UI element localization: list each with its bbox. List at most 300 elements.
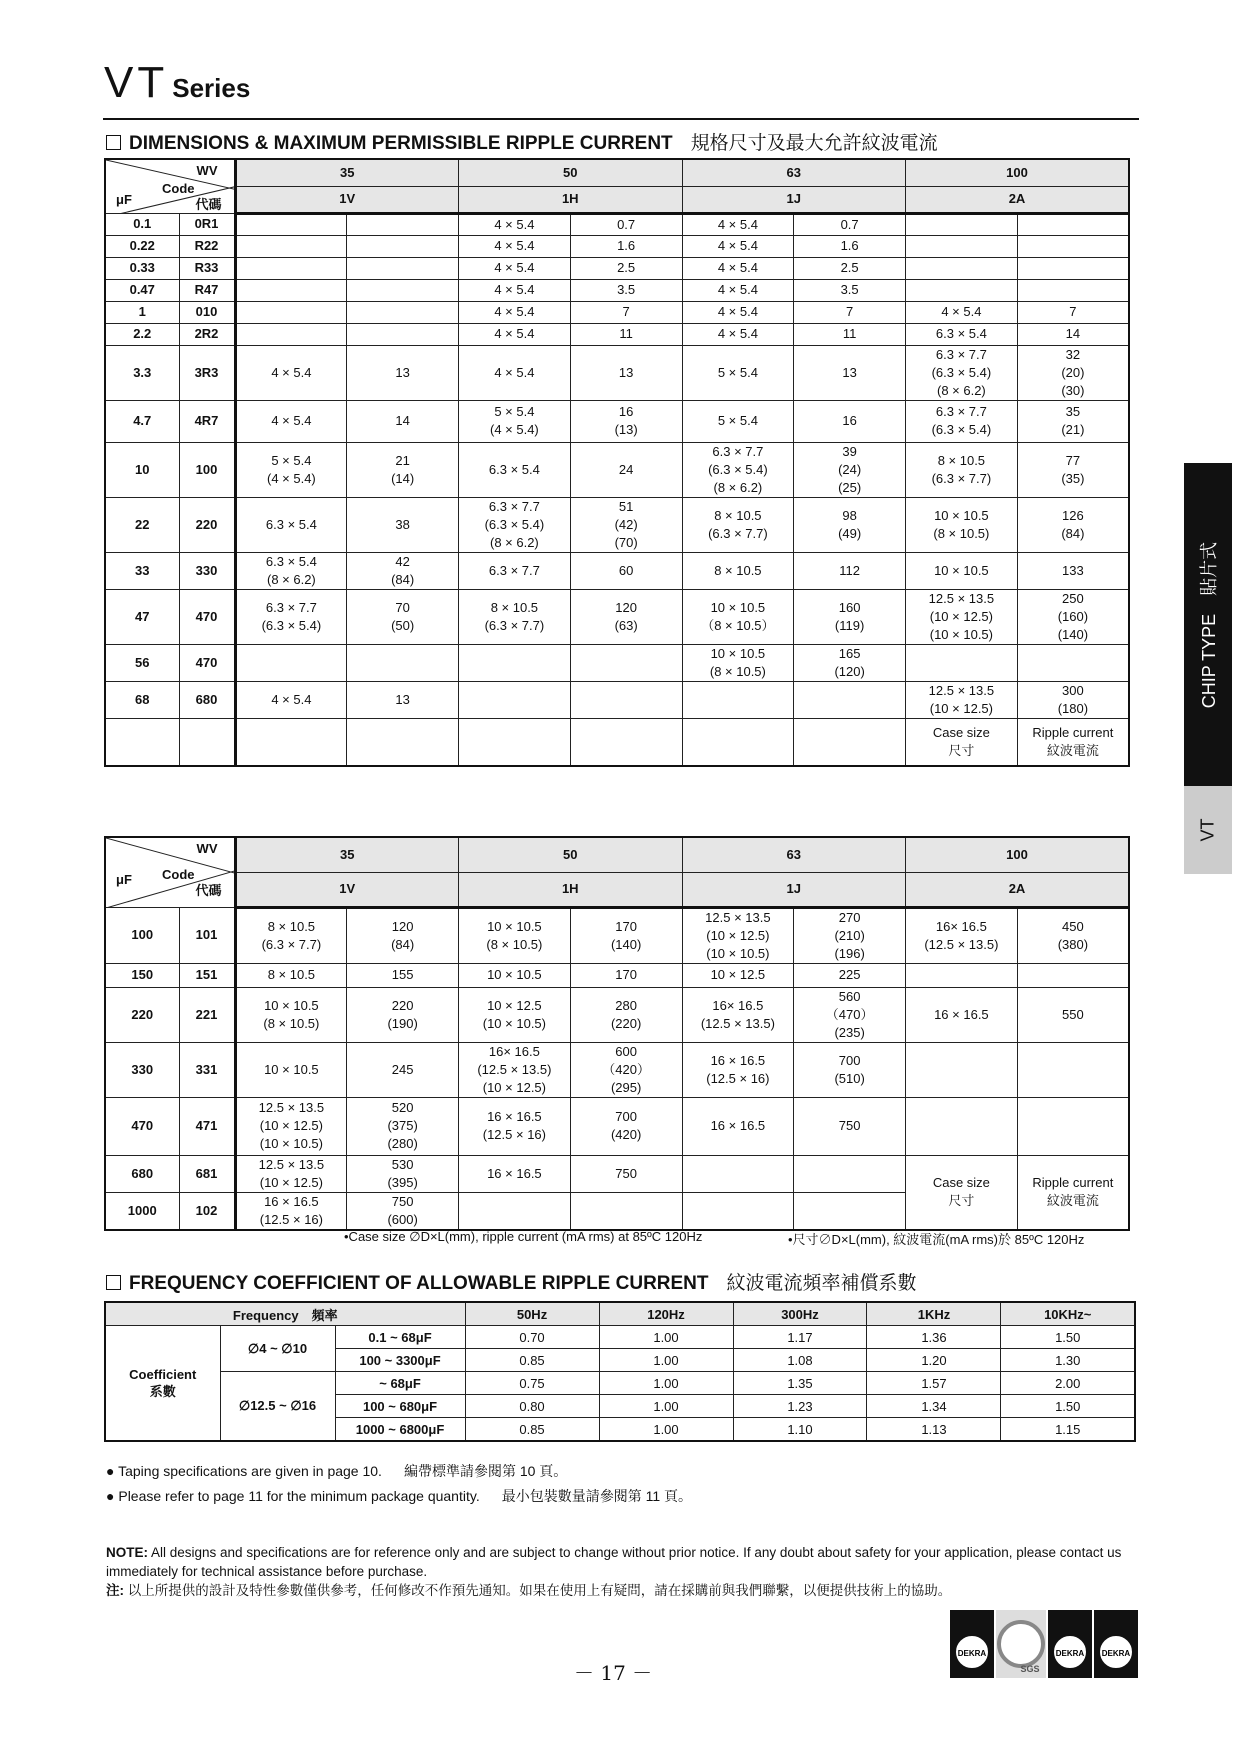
code-cell: 3R3: [179, 345, 235, 400]
case-size-cell: Case size 尺寸: [906, 718, 1018, 766]
case-size-cell: 4 × 5.4: [682, 301, 794, 323]
case-size-cell: 12.5 × 13.5 (10 × 12.5): [906, 681, 1018, 718]
checkbox-square-icon: [106, 135, 121, 150]
frequency-column: 1KHz: [867, 1302, 1001, 1326]
table-row: [105, 907, 1129, 963]
ripple-current-cell: 51 (42) (70): [570, 497, 682, 552]
coef-value: 1.35: [733, 1372, 867, 1395]
table-row: [105, 235, 1129, 257]
ripple-current-cell: 126 (84): [1017, 497, 1129, 552]
frequency-column: 300Hz: [733, 1302, 867, 1326]
coef-value: 1.00: [599, 1395, 733, 1418]
ripple-current-cell: 11: [794, 323, 906, 345]
case-size-cell: 6.3 × 7.7 (6.3 × 5.4): [235, 589, 347, 644]
case-size-cell: 4 × 5.4: [682, 323, 794, 345]
coef-value: 1.50: [1001, 1326, 1135, 1349]
case-size-cell: 4 × 5.4: [235, 681, 347, 718]
ripple-current-cell: 530 (395): [347, 1155, 459, 1192]
cap-range: 100 ~ 680μF: [335, 1395, 465, 1418]
table-row: [105, 323, 1129, 345]
capacitance-cell: 330: [105, 1042, 179, 1097]
bullet-taping-en: Taping specifications are given in page 10.: [118, 1463, 382, 1479]
dekra-logo-2: [1048, 1610, 1092, 1678]
ripple-current-cell: 750: [794, 1097, 906, 1155]
ripple-current-cell: [347, 235, 459, 257]
table-row: [105, 497, 1129, 552]
corner-code-zh: 代碼: [195, 197, 222, 212]
section-frequency-title-en: FREQUENCY COEFFICIENT OF ALLOWABLE RIPPLE CURRENT: [129, 1273, 709, 1294]
ripple-current-cell: 170 (140): [570, 907, 682, 963]
case-size-cell: 5 × 5.4: [682, 345, 794, 400]
code-cell: 101: [179, 907, 235, 963]
certification-logos: [950, 1610, 1138, 1680]
case-size-cell: [906, 963, 1018, 987]
table-row: [105, 442, 1129, 497]
frequency-column: 120Hz: [599, 1302, 733, 1326]
capacitance-cell: 150: [105, 963, 179, 987]
disclaimer-note: [106, 1543, 1146, 1600]
code-cell: 102: [179, 1192, 235, 1230]
case-size-cell: [906, 644, 1018, 681]
coef-value: 1.57: [867, 1372, 1001, 1395]
dekra-logo-1: [950, 1610, 994, 1678]
case-size-cell: [906, 213, 1018, 235]
case-size-cell: 4 × 5.4: [682, 235, 794, 257]
case-size-cell: 4 × 5.4: [906, 301, 1018, 323]
capacitance-cell: 0.22: [105, 235, 179, 257]
ripple-current-cell: 120 (63): [570, 589, 682, 644]
voltage-code: 2A: [906, 186, 1130, 213]
case-size-cell: 12.5 × 13.5 (10 × 12.5) (10 × 10.5): [906, 589, 1018, 644]
ripple-current-cell: 14: [1017, 323, 1129, 345]
case-size-cell: 4 × 5.4: [459, 213, 571, 235]
ripple-current-cell: 560 （470） (235): [794, 987, 906, 1042]
ripple-current-cell: 60: [570, 552, 682, 589]
case-size-cell: 4 × 5.4: [682, 257, 794, 279]
ripple-current-cell: 7: [570, 301, 682, 323]
footnote-zh: •尺寸∅D×L(mm), 紋波電流(mA rms)於 85ºC 120Hz: [788, 1232, 1085, 1247]
dekra-logo-3: [1094, 1610, 1138, 1678]
corner-code-zh: 代碼: [195, 883, 222, 898]
bullet-dot-icon: ●: [106, 1488, 115, 1504]
ripple-current-cell: [794, 1155, 906, 1192]
coef-value: 1.50: [1001, 1395, 1135, 1418]
frequency-coefficient-table: [104, 1301, 1136, 1442]
voltage-header: 35: [235, 837, 459, 872]
ripple-current-cell: [347, 301, 459, 323]
case-size-cell: 10 × 10.5 （8 × 10.5）: [682, 589, 794, 644]
ripple-current-cell: [347, 213, 459, 235]
corner-header: [105, 159, 235, 213]
ripple-current-cell: [1017, 1042, 1129, 1097]
ripple-current-cell: 220 (190): [347, 987, 459, 1042]
case-size-cell: 6.3 × 5.4: [459, 442, 571, 497]
ripple-current-cell: [1017, 213, 1129, 235]
capacitance-cell: 56: [105, 644, 179, 681]
ripple-current-cell: 0.7: [794, 213, 906, 235]
ripple-current-cell: 1.6: [570, 235, 682, 257]
code-cell: R47: [179, 279, 235, 301]
case-size-cell: 10 × 10.5 (8 × 10.5): [906, 497, 1018, 552]
coef-value: 1.13: [867, 1418, 1001, 1442]
ripple-current-cell: 700 (420): [570, 1097, 682, 1155]
coef-value: 1.00: [599, 1372, 733, 1395]
section-dimensions-title: [106, 128, 938, 155]
ripple-current-cell: [347, 257, 459, 279]
coef-value: 1.20: [867, 1349, 1001, 1372]
ripple-current-cell: [347, 279, 459, 301]
ripple-current-cell: 16 (13): [570, 400, 682, 442]
code-cell: 681: [179, 1155, 235, 1192]
ripple-current-cell: 77 (35): [1017, 442, 1129, 497]
cap-range: 100 ~ 3300μF: [335, 1349, 465, 1372]
coef-value: 1.00: [599, 1418, 733, 1442]
case-size-cell: 10 × 10.5: [235, 1042, 347, 1097]
ripple-current-cell: 13: [570, 345, 682, 400]
voltage-header: 50: [459, 837, 683, 872]
case-size-cell: 4 × 5.4: [459, 279, 571, 301]
code-cell: [179, 718, 235, 766]
ripple-current-cell: 750 (600): [347, 1192, 459, 1230]
corner-uf: μF: [116, 871, 132, 887]
capacitance-cell: 33: [105, 552, 179, 589]
case-size-cell: 16 × 16.5: [906, 987, 1018, 1042]
ripple-current-cell: 133: [1017, 552, 1129, 589]
ripple-current-cell: 16: [794, 400, 906, 442]
coef-value: 0.85: [465, 1349, 599, 1372]
coef-value: 0.70: [465, 1326, 599, 1349]
ripple-current-cell: 7: [794, 301, 906, 323]
ripple-current-cell: 750: [570, 1155, 682, 1192]
capacitance-cell: 47: [105, 589, 179, 644]
frequency-column: 50Hz: [465, 1302, 599, 1326]
case-size-cell: 6.3 × 7.7 (6.3 × 5.4) (8 × 6.2): [682, 442, 794, 497]
footnote-en: •Case size ∅D×L(mm), ripple current (mA rms) at 85ºC 120Hz: [344, 1229, 703, 1244]
capacitance-cell: 0.33: [105, 257, 179, 279]
case-size-cell: 16 × 16.5 (12.5 × 16): [459, 1097, 571, 1155]
table-row: [105, 644, 1129, 681]
ripple-current-cell: 70 (50): [347, 589, 459, 644]
logo-2-text: SGS: [1020, 1664, 1040, 1674]
case-size-cell: [235, 235, 347, 257]
case-size-cell: [682, 1155, 794, 1192]
capacitance-cell: 3.3: [105, 345, 179, 400]
case-size-cell: 5 × 5.4 (4 × 5.4): [235, 442, 347, 497]
sgs-logo: [996, 1610, 1046, 1678]
coef-value: 0.75: [465, 1372, 599, 1395]
capacitance-cell: 1: [105, 301, 179, 323]
code-cell: 151: [179, 963, 235, 987]
ripple-current-cell: [1017, 644, 1129, 681]
case-size-cell: Case size 尺寸: [906, 1155, 1018, 1230]
voltage-header: 100: [906, 159, 1130, 186]
ripple-current-cell: 11: [570, 323, 682, 345]
header-rule: [103, 118, 1139, 120]
capacitance-cell: 220: [105, 987, 179, 1042]
bullet-dot-icon: ●: [106, 1463, 115, 1479]
code-cell: 2R2: [179, 323, 235, 345]
case-size-cell: [906, 1097, 1018, 1155]
code-cell: 680: [179, 681, 235, 718]
section-frequency-title-zh: 紋波電流頻率補償系數: [726, 1273, 917, 1294]
ripple-current-cell: 600 （420） (295): [570, 1042, 682, 1097]
case-size-cell: 16× 16.5 (12.5 × 13.5): [682, 987, 794, 1042]
capacitance-cell: 1000: [105, 1192, 179, 1230]
case-size-cell: 6.3 × 5.4: [235, 497, 347, 552]
case-size-cell: 8 × 10.5 (6.3 × 7.7): [235, 907, 347, 963]
ripple-current-cell: 112: [794, 552, 906, 589]
ripple-current-cell: [347, 718, 459, 766]
case-size-cell: [906, 1042, 1018, 1097]
ripple-current-cell: 24: [570, 442, 682, 497]
section-frequency-title: [106, 1268, 917, 1295]
table-row: [105, 1042, 1129, 1097]
coef-value: 1.36: [867, 1326, 1001, 1349]
code-cell: 220: [179, 497, 235, 552]
case-size-cell: 16 × 16.5 (12.5 × 16): [682, 1042, 794, 1097]
table-row: [105, 1155, 1129, 1192]
case-size-cell: 10 × 10.5: [906, 552, 1018, 589]
capacitance-cell: 2.2: [105, 323, 179, 345]
voltage-header: 35: [235, 159, 459, 186]
code-cell: R33: [179, 257, 235, 279]
case-size-cell: 4 × 5.4: [235, 345, 347, 400]
coef-value: 0.85: [465, 1418, 599, 1442]
ripple-current-cell: [1017, 963, 1129, 987]
corner-wv: WV: [196, 163, 218, 178]
case-size-cell: 8 × 10.5 (6.3 × 7.7): [682, 497, 794, 552]
table-row: [105, 345, 1129, 400]
table-row: [105, 552, 1129, 589]
code-cell: 4R7: [179, 400, 235, 442]
corner-code: Code: [162, 181, 195, 196]
ripple-current-cell: 3.5: [794, 279, 906, 301]
case-size-cell: [906, 235, 1018, 257]
case-size-cell: 5 × 5.4: [682, 400, 794, 442]
ripple-current-cell: [347, 644, 459, 681]
coef-value: 1.15: [1001, 1418, 1135, 1442]
ripple-current-cell: [1017, 279, 1129, 301]
coef-value: 1.30: [1001, 1349, 1135, 1372]
capacitance-cell: 0.47: [105, 279, 179, 301]
voltage-code: 1H: [459, 186, 683, 213]
series-title-big: VT: [104, 58, 169, 107]
case-size-cell: [235, 257, 347, 279]
ripple-current-cell: [794, 1192, 906, 1230]
case-size-cell: 8 × 10.5: [682, 552, 794, 589]
coef-value: 1.23: [733, 1395, 867, 1418]
case-size-cell: 6.3 × 7.7 (6.3 × 5.4) (8 × 6.2): [906, 345, 1018, 400]
table-row: [105, 589, 1129, 644]
case-size-cell: 4 × 5.4: [459, 345, 571, 400]
voltage-code: 1V: [235, 872, 459, 907]
case-size-cell: 16 × 16.5: [459, 1155, 571, 1192]
ripple-current-cell: [1017, 1097, 1129, 1155]
ripple-current-cell: [1017, 235, 1129, 257]
ripple-current-cell: 13: [347, 345, 459, 400]
case-size-cell: [682, 718, 794, 766]
voltage-code: 1J: [682, 186, 906, 213]
code-cell: 221: [179, 987, 235, 1042]
case-size-cell: [235, 323, 347, 345]
size-range: ∅12.5 ~ ∅16: [220, 1372, 335, 1442]
coef-value: 1.17: [733, 1326, 867, 1349]
capacitance-cell: 68: [105, 681, 179, 718]
table-row: [105, 400, 1129, 442]
case-size-cell: [906, 279, 1018, 301]
ripple-current-cell: 155: [347, 963, 459, 987]
case-size-cell: 16 × 16.5: [682, 1097, 794, 1155]
ripple-current-cell: 270 (210) (196): [794, 907, 906, 963]
ripple-current-cell: 35 (21): [1017, 400, 1129, 442]
ripple-current-cell: 42 (84): [347, 552, 459, 589]
case-size-cell: [235, 301, 347, 323]
case-size-cell: 4 × 5.4: [682, 213, 794, 235]
section-dimensions-title-zh: 規格尺寸及最大允許紋波電流: [690, 133, 938, 154]
table-row: [105, 257, 1129, 279]
ripple-current-cell: 300 (180): [1017, 681, 1129, 718]
code-cell: 331: [179, 1042, 235, 1097]
cap-range: 0.1 ~ 68μF: [335, 1326, 465, 1349]
voltage-header: 100: [906, 837, 1130, 872]
capacitance-cell: 100: [105, 907, 179, 963]
case-size-cell: 16× 16.5 (12.5 × 13.5): [906, 907, 1018, 963]
ripple-current-cell: 2.5: [794, 257, 906, 279]
side-tab-chip-type: [1184, 463, 1232, 786]
ripple-current-cell: 550: [1017, 987, 1129, 1042]
table-row: [105, 718, 1129, 766]
logo-3-text: DEKRA: [1055, 1649, 1085, 1658]
ripple-current-cell: 520 (375) (280): [347, 1097, 459, 1155]
note-text-en: All designs and specifications are for reference only and are subject to change without prior notice. If any doubt about safety for your application, please contact us immediately for technical assistance before purchase.: [106, 1545, 1122, 1579]
bullet-taping-zh: 編帶標準請參閱第 10 頁。: [403, 1463, 568, 1479]
case-size-cell: 10 × 10.5 (8 × 10.5): [682, 644, 794, 681]
logo-4-text: DEKRA: [1101, 1649, 1131, 1658]
series-title: [104, 58, 250, 108]
coef-value: 1.00: [599, 1326, 733, 1349]
case-size-cell: [235, 644, 347, 681]
voltage-code: 1H: [459, 872, 683, 907]
ripple-current-cell: [570, 1192, 682, 1230]
case-size-cell: 10 × 12.5: [682, 963, 794, 987]
frequency-header-label: Frequency 頻率: [105, 1302, 465, 1326]
ripple-current-cell: 245: [347, 1042, 459, 1097]
ripple-current-cell: 39 (24) (25): [794, 442, 906, 497]
ripple-current-cell: [347, 323, 459, 345]
voltage-code: 1V: [235, 186, 459, 213]
dimensions-table-2: [104, 836, 1130, 1231]
case-size-cell: 6.3 × 5.4 (8 × 6.2): [235, 552, 347, 589]
case-size-cell: [459, 681, 571, 718]
ripple-current-cell: [570, 681, 682, 718]
case-size-cell: 10 × 10.5 (8 × 10.5): [235, 987, 347, 1042]
case-size-cell: 16 × 16.5 (12.5 × 16): [235, 1192, 347, 1230]
voltage-header: 63: [682, 159, 906, 186]
case-size-cell: 12.5 × 13.5 (10 × 12.5): [235, 1155, 347, 1192]
corner-uf: μF: [116, 191, 132, 207]
case-size-cell: 6.3 × 7.7: [459, 552, 571, 589]
code-cell: 100: [179, 442, 235, 497]
bullet-package-zh: 最小包裝數量請參閱第 11 頁。: [501, 1488, 693, 1504]
case-size-cell: 12.5 × 13.5 (10 × 12.5) (10 × 10.5): [235, 1097, 347, 1155]
ripple-current-cell: [1017, 257, 1129, 279]
case-size-cell: [682, 1192, 794, 1230]
case-size-cell: 6.3 × 7.7 (6.3 × 5.4): [906, 400, 1018, 442]
case-size-cell: 4 × 5.4: [459, 235, 571, 257]
ripple-current-cell: 2.5: [570, 257, 682, 279]
table-row: [105, 1097, 1129, 1155]
case-size-cell: 5 × 5.4 (4 × 5.4): [459, 400, 571, 442]
voltage-header: 63: [682, 837, 906, 872]
case-size-cell: 4 × 5.4: [459, 257, 571, 279]
cap-range: 1000 ~ 6800μF: [335, 1418, 465, 1442]
ripple-current-cell: [570, 644, 682, 681]
coef-value: 1.34: [867, 1395, 1001, 1418]
ripple-current-cell: 7: [1017, 301, 1129, 323]
case-size-cell: 10 × 10.5: [459, 963, 571, 987]
table-row: [105, 279, 1129, 301]
note-label-en: NOTE:: [106, 1545, 148, 1560]
capacitance-cell: [105, 718, 179, 766]
case-size-cell: 12.5 × 13.5 (10 × 12.5) (10 × 10.5): [682, 907, 794, 963]
size-range: ∅4 ~ ∅10: [220, 1326, 335, 1372]
capacitance-cell: 470: [105, 1097, 179, 1155]
ripple-current-cell: 13: [347, 681, 459, 718]
case-size-cell: [682, 681, 794, 718]
coef-value: 1.00: [599, 1349, 733, 1372]
case-size-cell: 10 × 12.5 (10 × 10.5): [459, 987, 571, 1042]
ripple-current-cell: 21 (14): [347, 442, 459, 497]
ripple-current-cell: [794, 681, 906, 718]
ripple-current-cell: 38: [347, 497, 459, 552]
ripple-current-cell: Ripple current 紋波電流: [1017, 718, 1129, 766]
bullet-taping: [106, 1461, 567, 1481]
case-size-cell: 4 × 5.4: [235, 400, 347, 442]
case-size-cell: 8 × 10.5 (6.3 × 7.7): [906, 442, 1018, 497]
ripple-current-cell: 165 (120): [794, 644, 906, 681]
ripple-current-cell: 170: [570, 963, 682, 987]
case-size-cell: [235, 279, 347, 301]
side-tab-series-label: VT: [1197, 818, 1218, 842]
ripple-current-cell: 3.5: [570, 279, 682, 301]
capacitance-cell: 22: [105, 497, 179, 552]
table-row: [105, 681, 1129, 718]
code-cell: R22: [179, 235, 235, 257]
table-row: [105, 963, 1129, 987]
voltage-code: 2A: [906, 872, 1130, 907]
case-size-cell: 16× 16.5 (12.5 × 13.5) (10 × 12.5): [459, 1042, 571, 1097]
ripple-current-cell: 250 (160) (140): [1017, 589, 1129, 644]
code-cell: 330: [179, 552, 235, 589]
ripple-current-cell: 32 (20) (30): [1017, 345, 1129, 400]
ripple-current-cell: 1.6: [794, 235, 906, 257]
side-tab-series: [1184, 786, 1232, 874]
ripple-current-cell: 98 (49): [794, 497, 906, 552]
ripple-current-cell: 700 (510): [794, 1042, 906, 1097]
bullet-package-en: Please refer to page 11 for the minimum package quantity.: [118, 1488, 480, 1504]
table-row: [105, 987, 1129, 1042]
note-text-zh: 以上所提供的設計及特性參數僅供參考，任何修改不作預先通知。如果在使用上有疑問，請在採購前與我們聯繫，以便提供技術上的協助。: [124, 1583, 952, 1598]
ripple-current-cell: 14: [347, 400, 459, 442]
coef-value: 2.00: [1001, 1372, 1135, 1395]
table-row: [105, 301, 1129, 323]
case-size-cell: [459, 718, 571, 766]
ripple-current-cell: 0.7: [570, 213, 682, 235]
ripple-current-cell: 160 (119): [794, 589, 906, 644]
code-cell: 470: [179, 589, 235, 644]
frequency-column: 10KHz~: [1001, 1302, 1135, 1326]
coef-value: 0.80: [465, 1395, 599, 1418]
